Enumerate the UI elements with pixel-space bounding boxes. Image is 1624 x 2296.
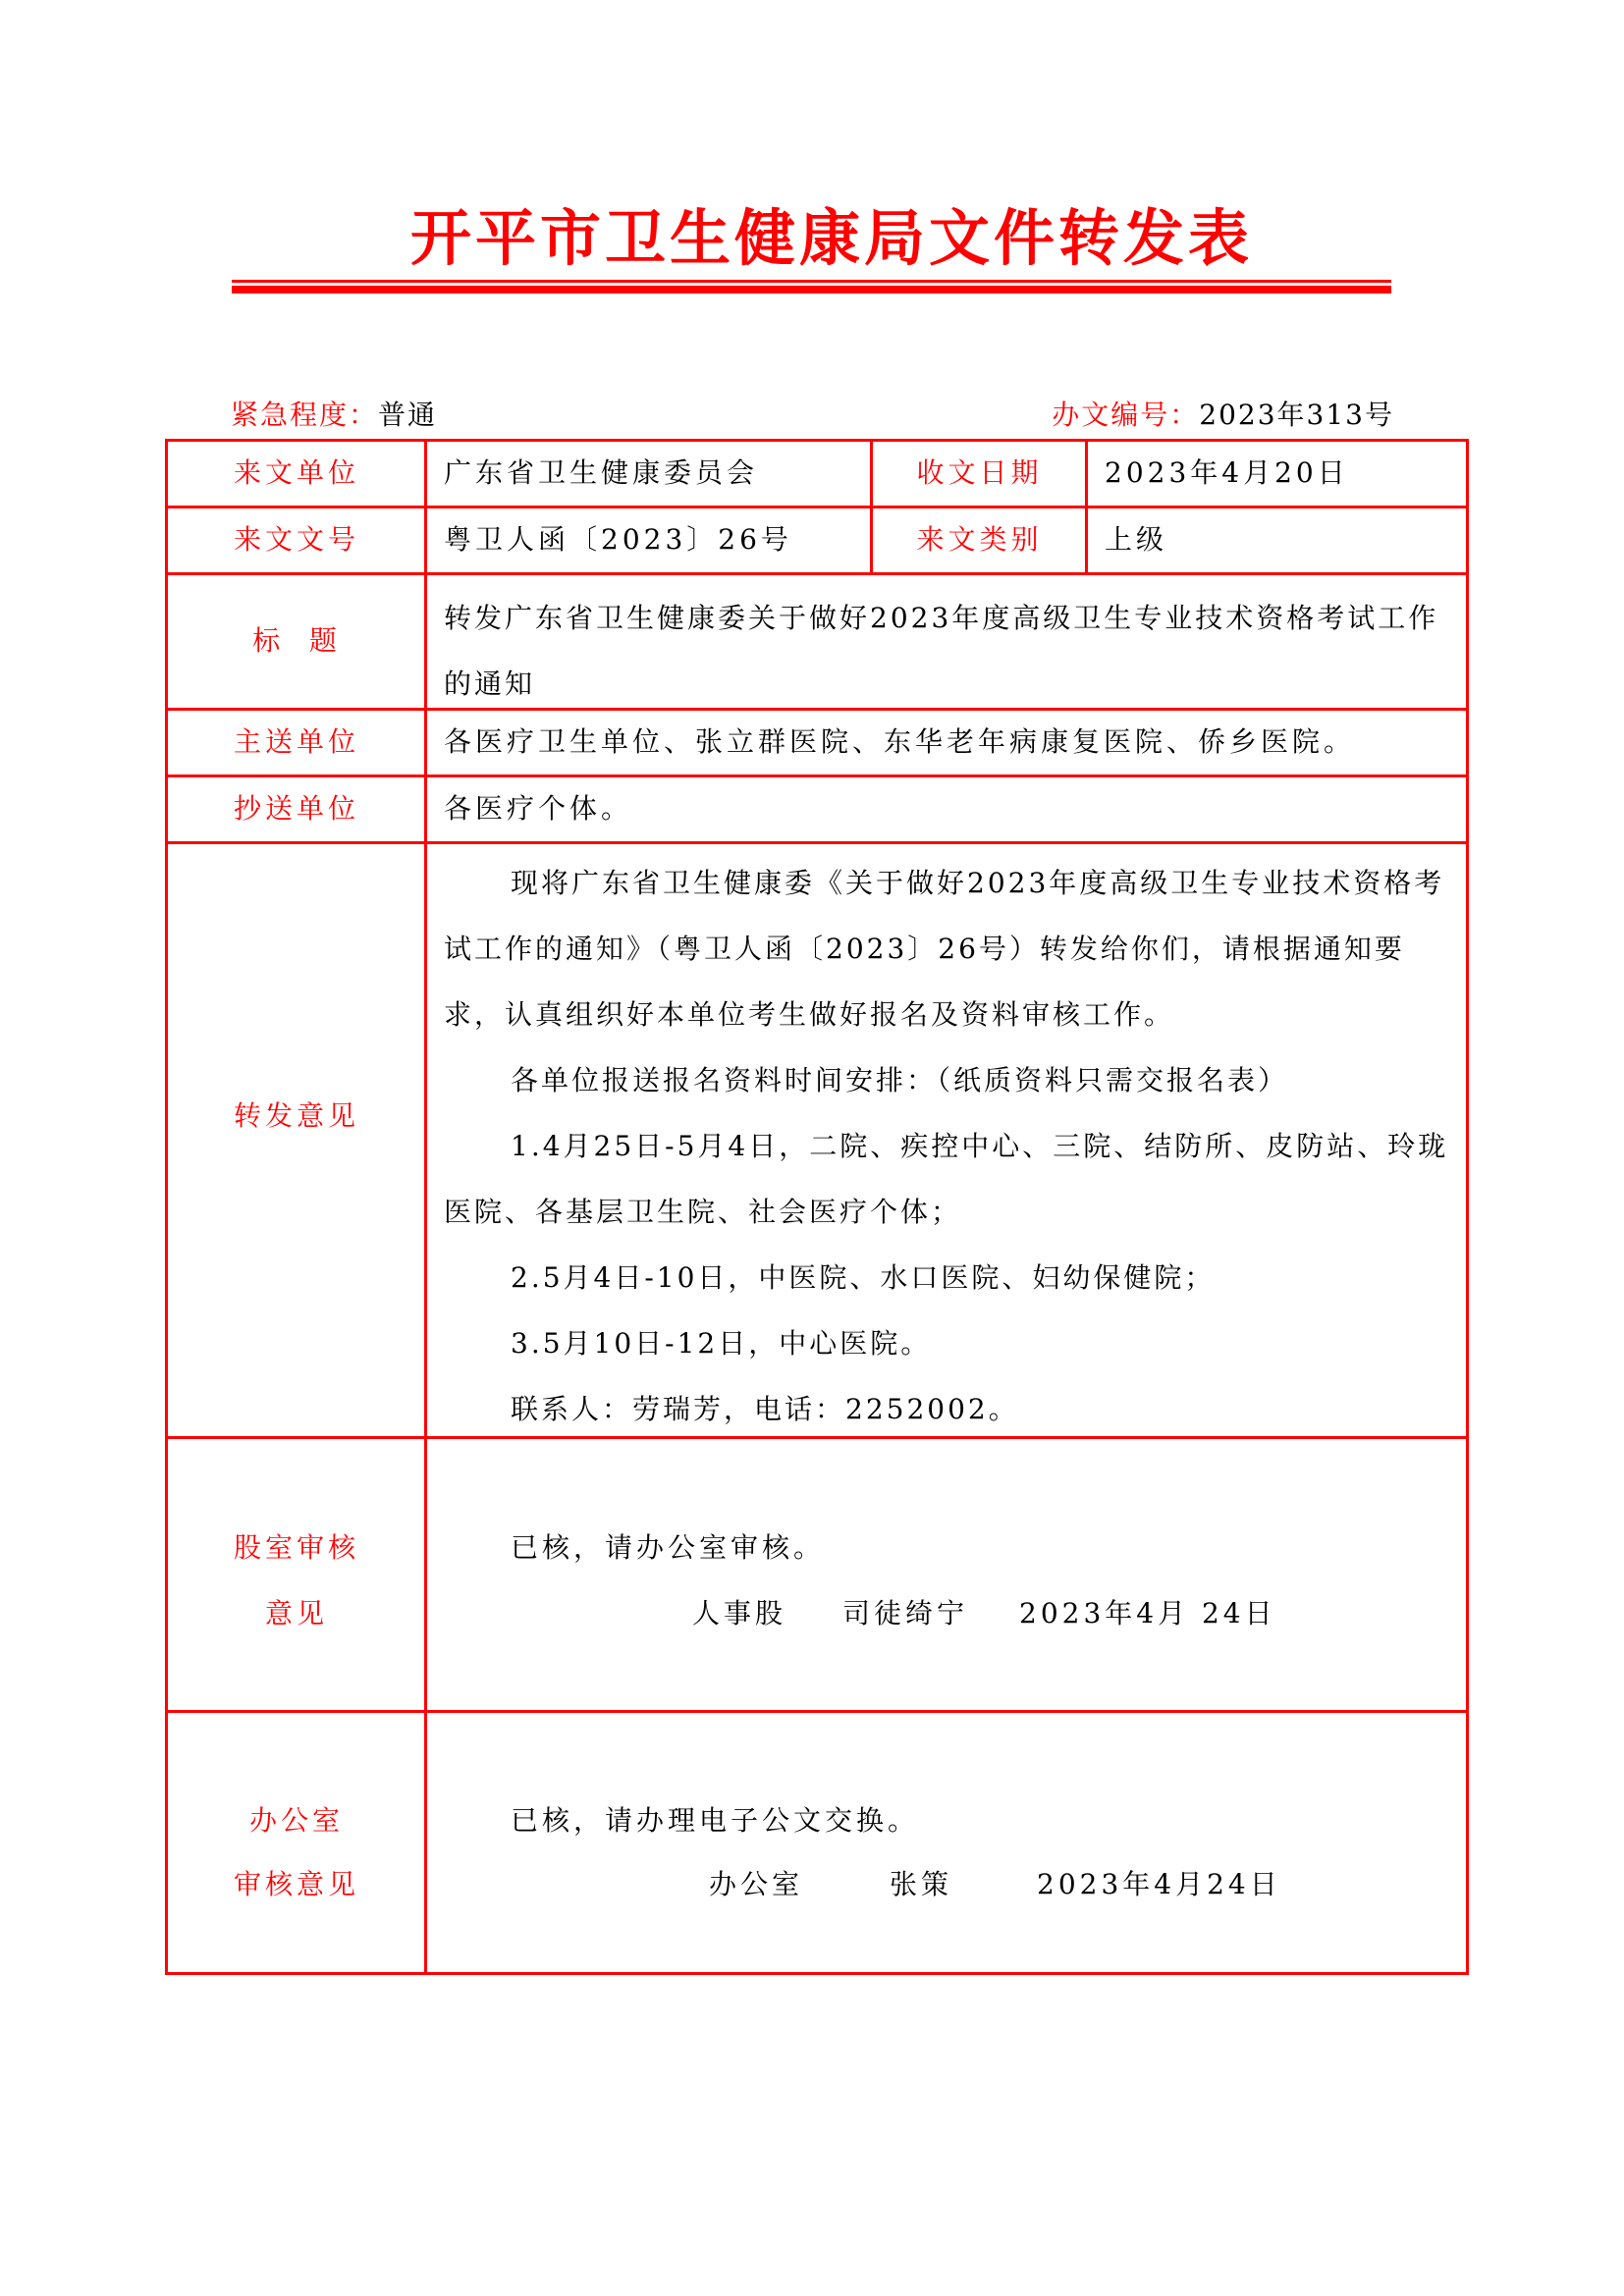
source-type-label: 来文类别 bbox=[916, 523, 1043, 556]
section-review-label-line1: 股室审核 bbox=[233, 1531, 359, 1564]
opinion-paragraph: 3.5月10日-12日，中心医院。 bbox=[511, 1327, 932, 1360]
cc-recipients-label: 抄送单位 bbox=[233, 792, 359, 825]
table-border-right bbox=[1466, 439, 1469, 1975]
main-recipients-label: 主送单位 bbox=[233, 725, 359, 758]
opinion-paragraph: 2.5月4日-10日，中医院、水口医院、妇幼保健院； bbox=[511, 1261, 1216, 1294]
title-rule-thin bbox=[232, 280, 1391, 283]
doc-number-field bbox=[1052, 399, 1394, 432]
section-review-opinion: 已核，请办公室审核。 bbox=[511, 1531, 826, 1564]
received-date-value: 2023年4月20日 bbox=[1105, 456, 1349, 489]
opinion-paragraph: 联系人：劳瑞芳，电话：2252002。 bbox=[511, 1393, 1019, 1425]
table-border-left bbox=[165, 439, 168, 1975]
subject-label: 标 题 bbox=[252, 624, 341, 657]
opinion-paragraph: 现将广东省卫生健康委《关于做好2023年度高级卫生专业技术资格考试工作的通知》（粤卫人函〔2023〕26号）转发给你们，请根据通知要求，认真组织好本单位考生做好报名及资料审核工作。 bbox=[444, 867, 1445, 1031]
table-border-top bbox=[166, 439, 1469, 442]
opinion-paragraph: 各单位报送报名资料时间安排：（纸质资料只需交报名表） bbox=[511, 1064, 1289, 1096]
section-review-label-line2: 意见 bbox=[264, 1597, 328, 1629]
source-unit-label: 来文单位 bbox=[233, 456, 359, 489]
office-review-date: 2023年4月24日 bbox=[1037, 1868, 1281, 1900]
forwarding-opinion-body bbox=[444, 850, 1455, 1442]
table-row-divider bbox=[166, 774, 1469, 777]
urgency-label: 紧急程度： bbox=[231, 399, 379, 431]
source-number-value: 粤卫人函〔2023〕26号 bbox=[444, 523, 792, 556]
urgency-value: 普通 bbox=[378, 399, 438, 431]
table-row-divider bbox=[166, 572, 1469, 575]
forwarding-opinion-label: 转发意见 bbox=[233, 1099, 359, 1132]
office-review-department: 办公室 bbox=[709, 1868, 804, 1900]
table-border-bottom bbox=[166, 1972, 1469, 1975]
table-row-divider bbox=[166, 506, 1469, 508]
main-recipients-value: 各医疗卫生单位、张立群医院、东华老年病康复医院、侨乡医院。 bbox=[444, 725, 1356, 758]
section-review-date: 2023年4月 24日 bbox=[1019, 1597, 1276, 1629]
opinion-paragraph: 1.4月25日-5月4日，二院、疾控中心、三院、结防所、皮防站、玲珑医院、各基层卫生院、社会医疗个体； bbox=[444, 1130, 1449, 1228]
received-date-label: 收文日期 bbox=[916, 456, 1043, 489]
section-review-department: 人事股 bbox=[692, 1597, 787, 1629]
urgency-field bbox=[231, 399, 437, 432]
office-review-signer: 张策 bbox=[890, 1868, 953, 1900]
title-rule-thick bbox=[232, 286, 1391, 294]
subject-value: 转发广东省卫生健康委关于做好2023年度高级卫生专业技术资格考试工作的通知 bbox=[444, 602, 1439, 700]
doc-number-label: 办文编号： bbox=[1052, 399, 1200, 431]
table-row-divider bbox=[166, 841, 1469, 844]
cc-recipients-value: 各医疗个体。 bbox=[444, 792, 633, 825]
table-row-divider bbox=[166, 1710, 1469, 1713]
document-title: 开平市卫生健康局文件转发表 bbox=[410, 202, 1254, 274]
doc-number-value: 2023年313号 bbox=[1199, 399, 1394, 431]
office-review-label-line2: 审核意见 bbox=[233, 1868, 359, 1900]
source-number-label: 来文文号 bbox=[233, 523, 359, 556]
office-review-label-line1: 办公室 bbox=[248, 1804, 344, 1837]
source-unit-value: 广东省卫生健康委员会 bbox=[444, 456, 759, 489]
source-type-value: 上级 bbox=[1105, 523, 1168, 556]
section-review-signer: 司徒绮宁 bbox=[842, 1597, 969, 1629]
table-col-divider bbox=[424, 439, 427, 1975]
office-review-opinion: 已核，请办理电子公文交换。 bbox=[511, 1804, 920, 1837]
